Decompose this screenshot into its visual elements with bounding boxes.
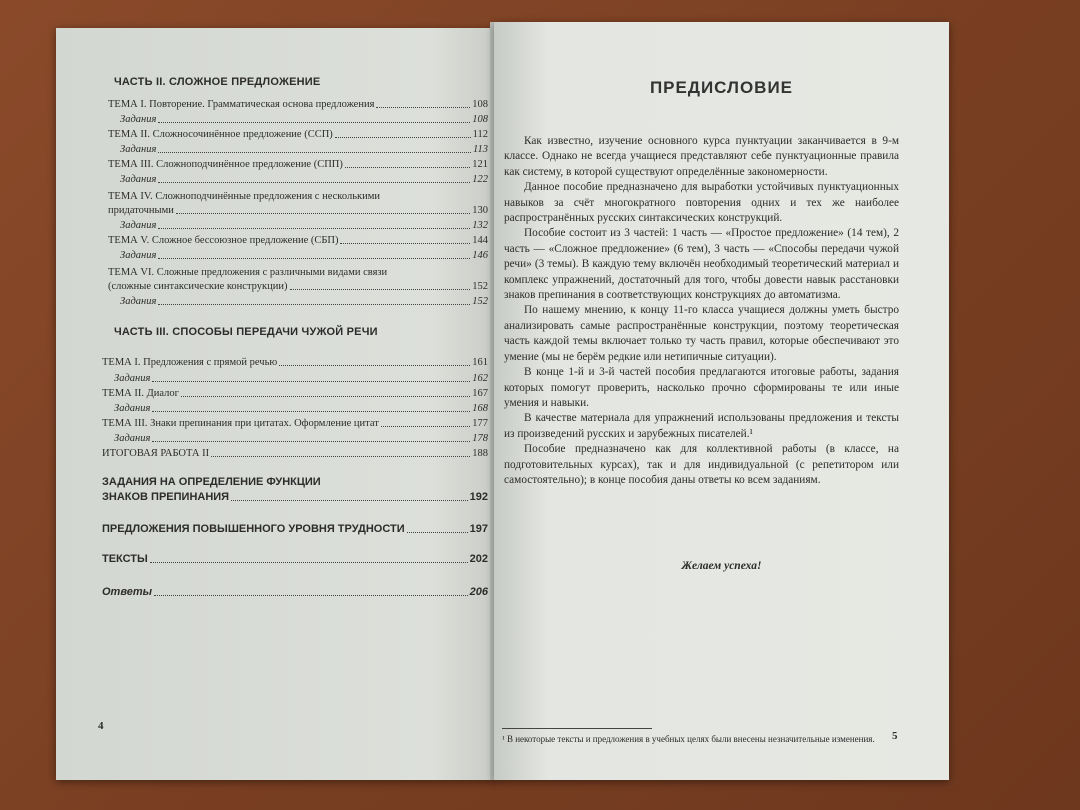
toc-entry-label: Задания [114, 373, 151, 384]
toc-leader-dots [158, 258, 470, 259]
toc-leader-dots [152, 411, 470, 412]
toc-entry-label: ТЕМА II. Диалог [102, 388, 179, 399]
toc-leader-dots [158, 228, 470, 229]
toc-entry[interactable] [120, 219, 488, 232]
toc-entry-label: ТЕМА IV. Сложноподчинённые предложения с несколькими [108, 191, 380, 202]
toc-entry[interactable] [102, 491, 488, 504]
toc-entry-label: ЗАДАНИЯ НА ОПРЕДЕЛЕНИЕ ФУНКЦИИ [102, 476, 321, 488]
toc-part-title: ЧАСТЬ II. СЛОЖНОЕ ПРЕДЛОЖЕНИЕ [114, 76, 321, 88]
toc-leader-dots [152, 441, 470, 442]
toc-part-title: ЧАСТЬ III. СПОСОБЫ ПЕРЕДАЧИ ЧУЖОЙ РЕЧИ [114, 326, 378, 338]
closing-wish: Желаем успеха! [681, 560, 762, 572]
preface-paragraph: Как известно, изучение основного курса пунктуации заканчивается в 9-м классе. Однако не всегда учащиеся представляют себе пунктуационные правила как систему, в которой существуют определённые закономерности. [504, 135, 899, 178]
toc-entry[interactable] [120, 173, 488, 186]
toc-page-number: 130 [472, 205, 488, 216]
toc-page-number: 197 [469, 523, 488, 535]
toc-page-number: 167 [472, 388, 488, 399]
left-page [56, 28, 496, 780]
toc-page-number: 178 [472, 433, 488, 444]
toc-entry-label: Задания [120, 144, 157, 155]
toc-leader-dots [231, 500, 468, 501]
toc-page-number: 161 [472, 357, 488, 368]
toc-entry-label: Задания [114, 403, 151, 414]
toc-entry[interactable] [102, 523, 488, 536]
toc-entry[interactable] [108, 128, 488, 141]
toc-leader-dots [407, 532, 468, 533]
toc-entry[interactable] [108, 98, 488, 111]
toc-leader-dots [381, 426, 470, 427]
toc-entry-label: Ответы [102, 586, 152, 598]
toc-leader-dots [176, 213, 470, 214]
toc-entry[interactable] [102, 356, 488, 369]
toc-entry[interactable] [120, 295, 488, 308]
preface-title: ПРЕДИСЛОВИЕ [649, 78, 794, 97]
toc-leader-dots [340, 243, 470, 244]
toc-leader-dots [158, 122, 470, 123]
toc-entry[interactable] [102, 387, 488, 400]
toc-page-number: 112 [472, 129, 488, 140]
toc-entry-label: ПРЕДЛОЖЕНИЯ ПОВЫШЕННОГО УРОВНЯ ТРУДНОСТИ [102, 523, 405, 535]
toc-entry[interactable] [102, 417, 488, 430]
toc-page-number: 121 [472, 159, 488, 170]
toc-entry-label: ЗНАКОВ ПРЕПИНАНИЯ [102, 491, 230, 503]
toc-leader-dots [154, 595, 468, 596]
toc-leader-dots [181, 396, 470, 397]
toc-entry[interactable] [120, 113, 488, 126]
page-number-left: 4 [98, 720, 104, 732]
toc-page-number: 192 [469, 491, 488, 503]
footnote-divider [502, 728, 652, 729]
toc-leader-dots [158, 152, 471, 153]
toc-entry[interactable] [108, 234, 488, 247]
toc-entry-label: ТЕМА II. Сложносочинённое предложение (ССП) [108, 129, 333, 140]
toc-entry[interactable] [114, 432, 488, 445]
toc-page-number: 152 [472, 281, 488, 292]
toc-entry[interactable] [114, 402, 488, 415]
toc-leader-dots [158, 182, 470, 183]
preface-body [504, 134, 899, 488]
toc-entry-label: (сложные синтаксические конструкции) [108, 281, 288, 292]
toc-entry-label: ТЕМА I. Повторение. Грамматическая основа предложения [108, 99, 375, 110]
toc-leader-dots [152, 381, 470, 382]
toc-leader-dots [335, 137, 471, 138]
toc-entry-label: ТЕМА VI. Сложные предложения с различными видами связи [108, 267, 388, 278]
toc-page-number: 206 [469, 586, 488, 598]
preface-paragraph: В качестве материала для упражнений использованы предложения и тексты из произведений русских и зарубежных писателей.¹ [504, 412, 899, 440]
toc-entry[interactable] [108, 190, 488, 203]
right-page [494, 22, 949, 780]
toc-page-number: 168 [472, 403, 488, 414]
preface-paragraph: По нашему мнению, к концу 11-го класса учащиеся должны уметь быстро анализировать самые распространённые конструкции, поэтому теоретическая часть каждой темы включает только ту часть правил, которые обеспечивают это умение (мы не берём редкие или нетипичные ситуации). [504, 304, 899, 363]
toc-entry-label: ТЕМА V. Сложное бессоюзное предложение (СБП) [108, 235, 339, 246]
toc-entry-label: Задания [120, 250, 157, 261]
toc-entry-label: придаточными [108, 205, 174, 216]
toc-entry[interactable] [108, 266, 488, 279]
toc-page-number: 177 [472, 418, 488, 429]
toc-page-number: 188 [472, 448, 488, 459]
toc-entry-label: ТЕКСТЫ [102, 553, 148, 565]
toc-entry-label: Задания [114, 433, 151, 444]
toc-page-number: 113 [473, 144, 488, 155]
toc-entry[interactable] [102, 476, 488, 489]
toc-page-number: 132 [472, 220, 488, 231]
toc-leader-dots [158, 304, 470, 305]
toc-entry-label: ТЕМА III. Знаки препинания при цитатах. Оформление цитат [102, 418, 379, 429]
toc-entry[interactable] [120, 143, 488, 156]
toc-entry-label: ТЕМА III. Сложноподчинённое предложение (СПП) [108, 159, 343, 170]
toc-entry-label: Задания [120, 174, 157, 185]
toc-entry[interactable] [102, 586, 488, 599]
toc-page-number: 108 [472, 99, 488, 110]
preface-paragraph: В конце 1-й и 3-й частей пособия предлагаются итоговые работы, задания которых помогут проверить, насколько прочно сформированы те или иные умения и навыки. [504, 366, 899, 409]
toc-leader-dots [211, 456, 470, 457]
toc-entry[interactable] [102, 553, 488, 566]
toc-entry[interactable] [108, 204, 488, 217]
toc-entry[interactable] [114, 372, 488, 385]
toc-entry[interactable] [120, 249, 488, 262]
toc-entry[interactable] [108, 158, 488, 171]
toc-leader-dots [150, 562, 468, 563]
toc-entry[interactable] [108, 280, 488, 293]
toc-entry-label: Задания [120, 114, 157, 125]
toc-leader-dots [290, 289, 471, 290]
footnote: ¹ В некоторые тексты и предложения в учебных целях были внесены незначительные изменения. [502, 734, 875, 744]
toc-page-number: 144 [472, 235, 488, 246]
toc-page-number: 122 [472, 174, 488, 185]
toc-leader-dots [376, 107, 470, 108]
toc-leader-dots [345, 167, 470, 168]
toc-page-number: 146 [472, 250, 488, 261]
preface-paragraph: Пособие предназначено как для коллективной работы (в классе, на подготовительных курсах), так и для индивидуальной (с репетитором или самостоятельно); в конце пособия даны ответы ко всем заданиям. [504, 443, 899, 486]
page-number-right: 5 [892, 730, 898, 742]
toc-entry-label: Задания [120, 296, 157, 307]
toc-page-number: 162 [472, 373, 488, 384]
toc-entry-label: ТЕМА I. Предложения с прямой речью [102, 357, 278, 368]
toc-leader-dots [279, 365, 470, 366]
toc-entry[interactable] [102, 447, 488, 460]
preface-paragraph: Данное пособие предназначено для выработки устойчивых пунктуационных навыков за счёт многократного повторения одних и тех же наиболее распространённых русских синтаксических конструкций. [504, 181, 899, 225]
toc-entry-label: Задания [120, 220, 157, 231]
toc-entry-label: ИТОГОВАЯ РАБОТА II [102, 448, 210, 459]
toc-page-number: 202 [469, 553, 488, 565]
toc-page-number: 108 [472, 114, 488, 125]
preface-paragraph: Пособие состоит из 3 частей: 1 часть — «Простое предложение» (14 тем), 2 часть — «Сложное предложение» (6 тем), 3 часть — «Способы передачи чужой речи» (3 темы). В каждую тему включён необходимый теоретический материал и комплекс упражнений, достаточный для того, чтобы довести навык расстановки знаков препинания в соответствующих конструкциях до автоматизма. [504, 227, 899, 302]
toc-page-number: 152 [472, 296, 488, 307]
